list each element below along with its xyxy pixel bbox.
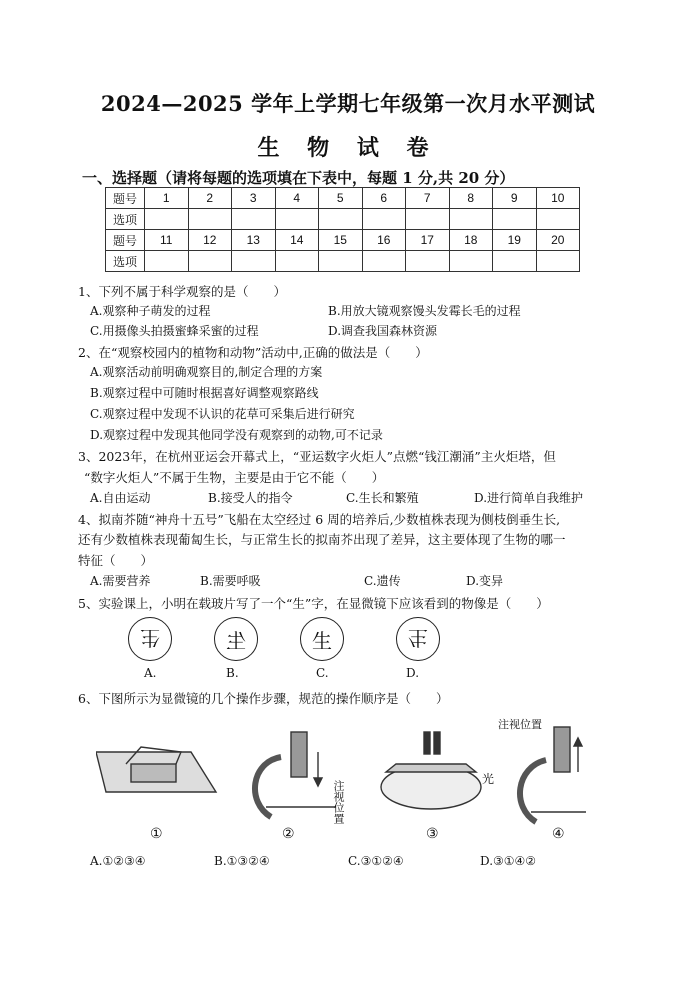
q6-option-d: D.③①④② bbox=[480, 854, 537, 868]
answer-cell[interactable] bbox=[493, 209, 537, 230]
q3-option-a: A.自由运动 bbox=[90, 491, 151, 505]
question-3-stem: 3、2023年，在杭州亚运会开幕式上，“亚运数字火炬人”点燃“钱江潮涌”主火炬塔，但 bbox=[78, 449, 556, 464]
fig-step-1: ① bbox=[150, 826, 163, 842]
table-row bbox=[106, 230, 580, 251]
answer-cell[interactable] bbox=[449, 251, 493, 272]
section-heading: 一、选择题（请将每题的选项填在下表中，每题 1 分,共 20 分） bbox=[82, 169, 515, 187]
image-option-c bbox=[300, 617, 344, 661]
table-cell: 12 bbox=[188, 230, 232, 251]
answer-cell[interactable] bbox=[319, 209, 363, 230]
table-cell: 4 bbox=[275, 188, 319, 209]
exam-subtitle: 生 物 试 卷 bbox=[257, 135, 439, 161]
fig-label-watch-position-top: 注视位置 bbox=[498, 718, 542, 731]
image-option-b bbox=[214, 617, 258, 661]
table-cell: 14 bbox=[275, 230, 319, 251]
question-5-stem: 5、实验课上，小明在载玻片写了一个“生”字，在显微镜下应该看到的物像是（ ） bbox=[78, 596, 549, 611]
option-label-b: B. bbox=[226, 666, 239, 680]
exam-title: 2024—2025 学年上学期七年级第一次月水平测试 bbox=[100, 91, 596, 116]
table-cell: 18 bbox=[449, 230, 493, 251]
fig-step-4: ④ bbox=[552, 826, 565, 842]
table-cell: 17 bbox=[406, 230, 450, 251]
table-cell: 8 bbox=[449, 188, 493, 209]
table-cell: 10 bbox=[536, 188, 580, 209]
q1-option-d: D.调查我国森林资源 bbox=[328, 324, 438, 338]
glyph-mirrored: 生 bbox=[226, 628, 246, 653]
answer-cell[interactable] bbox=[536, 209, 580, 230]
q3-option-c: C.生长和繁殖 bbox=[346, 491, 419, 505]
answer-cell[interactable] bbox=[406, 251, 450, 272]
microscope-arm-2 bbox=[520, 760, 546, 822]
table-header-cell: 题号 bbox=[106, 188, 145, 209]
answer-cell[interactable] bbox=[319, 251, 363, 272]
option-label-a: A. bbox=[144, 666, 157, 680]
answer-cell[interactable] bbox=[449, 209, 493, 230]
fig-step-3: ③ bbox=[426, 826, 439, 842]
table-cell: 2 bbox=[188, 188, 232, 209]
table-cell: 6 bbox=[362, 188, 406, 209]
fig-step-2: ② bbox=[282, 826, 295, 842]
answer-cell[interactable] bbox=[406, 209, 450, 230]
table-cell: 15 bbox=[319, 230, 363, 251]
q6-option-b: B.①③②④ bbox=[214, 854, 270, 868]
option-label-c: C. bbox=[316, 666, 329, 680]
image-option-d bbox=[396, 617, 440, 661]
q2-option-d: D.观察过程中发现其他同学没有观察到的动物,可不记录 bbox=[90, 428, 383, 442]
fig-label-watch-position-side: 注视位置 bbox=[332, 780, 345, 824]
q4-option-b: B.需要呼吸 bbox=[200, 574, 261, 588]
answer-cell[interactable] bbox=[188, 209, 232, 230]
fig-label-light: 光 bbox=[482, 772, 495, 786]
glyph-rotated: 生 bbox=[140, 625, 160, 650]
q4-option-d: D.变异 bbox=[466, 574, 504, 588]
table-row bbox=[106, 209, 580, 230]
q2-option-a: A.观察活动前明确观察目的,制定合理的方案 bbox=[90, 365, 323, 379]
q3-option-b: B.接受人的指令 bbox=[208, 491, 293, 505]
answer-cell[interactable] bbox=[362, 209, 406, 230]
answer-cell[interactable] bbox=[145, 209, 189, 230]
question-6-stem: 6、下图所示为显微镜的几个操作步骤，规范的操作顺序是（ ） bbox=[78, 691, 449, 706]
q4-option-a: A.需要营养 bbox=[90, 574, 151, 588]
q4-option-c: C.遗传 bbox=[364, 574, 401, 588]
glass-slide bbox=[131, 764, 176, 782]
answer-cell[interactable] bbox=[536, 251, 580, 272]
answer-table bbox=[105, 187, 580, 272]
table-header-cell: 选项 bbox=[106, 251, 145, 272]
question-4-stem: 4、拟南芥随“神舟十五号”飞船在太空经过 6 周的培养后,少数植株表现为侧枝倒垂生长, bbox=[78, 512, 561, 527]
question-1-stem: 1、下列不属于科学观察的是（ ） bbox=[78, 284, 286, 299]
q1-option-c: C.用摄像头拍摄蜜蜂采蜜的过程 bbox=[90, 324, 259, 338]
q1-option-a: A.观察种子萌发的过程 bbox=[90, 304, 211, 318]
table-cell: 1 bbox=[145, 188, 189, 209]
table-cell: 5 bbox=[319, 188, 363, 209]
answer-cell[interactable] bbox=[362, 251, 406, 272]
microscope-tube-2 bbox=[554, 727, 570, 772]
question-4-stem-end: 特征（ ） bbox=[78, 553, 154, 568]
table-cell: 11 bbox=[145, 230, 189, 251]
table-cell: 19 bbox=[493, 230, 537, 251]
table-cell: 20 bbox=[536, 230, 580, 251]
q2-option-b: B.观察过程中可随时根据喜好调整观察路线 bbox=[90, 386, 319, 400]
answer-cell[interactable] bbox=[232, 209, 276, 230]
stage-top bbox=[386, 764, 476, 772]
question-2-stem: 2、在“观察校园内的植物和动物”活动中,正确的做法是（ ） bbox=[78, 345, 428, 360]
table-header-cell: 选项 bbox=[106, 209, 145, 230]
microscope-arm bbox=[255, 757, 281, 817]
table-row bbox=[106, 251, 580, 272]
answer-cell[interactable] bbox=[275, 251, 319, 272]
question-4-stem-cont: 还有少数植株表现葡匐生长，与正常生长的拟南芥出现了差异，这主要体现了生物的哪一 bbox=[78, 532, 566, 547]
table-cell: 9 bbox=[493, 188, 537, 209]
question-3-stem-cont: “数字火炬人”不属于生物，主要是由于它不能（ ） bbox=[84, 470, 385, 485]
table-cell: 13 bbox=[232, 230, 276, 251]
answer-cell[interactable] bbox=[145, 251, 189, 272]
glyph-normal: 生 bbox=[312, 628, 332, 653]
image-option-a bbox=[128, 617, 172, 661]
table-cell: 7 bbox=[406, 188, 450, 209]
table-row bbox=[106, 188, 580, 209]
q3-option-d: D.进行简单自我维护 bbox=[474, 491, 584, 505]
table-cell: 16 bbox=[362, 230, 406, 251]
table-cell: 3 bbox=[232, 188, 276, 209]
answer-cell[interactable] bbox=[232, 251, 276, 272]
table-header-cell: 题号 bbox=[106, 230, 145, 251]
answer-cell[interactable] bbox=[188, 251, 232, 272]
q1-option-b: B.用放大镜观察馒头发霉长毛的过程 bbox=[328, 304, 521, 318]
answer-cell[interactable] bbox=[275, 209, 319, 230]
q2-option-c: C.观察过程中发现不认识的花草可采集后进行研究 bbox=[90, 407, 355, 421]
q6-option-c: C.③①②④ bbox=[348, 854, 404, 868]
answer-cell[interactable] bbox=[493, 251, 537, 272]
microscope-tube bbox=[291, 732, 307, 777]
q6-option-a: A.①②③④ bbox=[90, 854, 146, 868]
glyph-flipped: 生 bbox=[408, 625, 428, 650]
option-label-d: D. bbox=[406, 666, 420, 680]
